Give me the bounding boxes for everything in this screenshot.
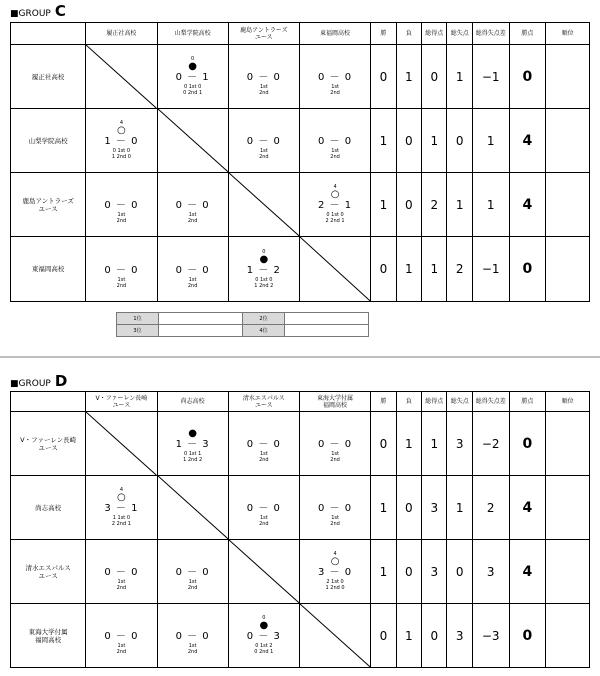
second-half-score: 2nd: [116, 282, 127, 289]
row-team-name: [11, 45, 86, 109]
loss-mark-icon: ●: [188, 61, 197, 72]
column-team-header: [86, 392, 157, 412]
stat-header: 総失点: [447, 392, 472, 412]
match-score: 0 － 1: [175, 72, 210, 83]
second-half-score: 2nd: [259, 457, 269, 463]
table-row: [11, 109, 590, 173]
pk-score: 4: [119, 487, 123, 493]
match-cell: [86, 604, 157, 668]
column-team-header: [299, 23, 370, 45]
match-score: 3 － 0: [318, 567, 353, 578]
win-mark-icon: [158, 255, 228, 265]
stat-value: −2: [472, 412, 509, 476]
match-cell: [299, 173, 370, 237]
group-d-table: [10, 391, 590, 668]
second-half-score: 2nd: [259, 521, 269, 527]
stat-value: 0: [509, 45, 546, 109]
match-cell: [228, 476, 299, 540]
second-half-score: 2nd: [187, 649, 198, 655]
table-row: [11, 540, 590, 604]
stat-value: 3: [422, 540, 447, 604]
row-team-name: [11, 604, 86, 668]
match-cell: [299, 540, 370, 604]
table-row: [11, 412, 590, 476]
win-mark-icon: [86, 255, 156, 265]
column-team-header: [157, 23, 228, 45]
stat-value: −1: [472, 237, 509, 302]
diagonal-cell: [228, 173, 299, 237]
stat-value: 0: [396, 173, 421, 237]
name-line: 東福岡高校: [31, 265, 65, 273]
diagonal-cell: [299, 604, 370, 668]
stat-value: 1: [447, 173, 472, 237]
second-half-score: 2nd: [330, 457, 340, 463]
table-row: [11, 237, 590, 302]
first-half-score: 2 1st 0: [326, 579, 344, 585]
stat-value: 1: [472, 173, 509, 237]
pk-score: 0: [262, 248, 266, 255]
diagonal-cell: [157, 476, 228, 540]
stat-value: 0: [371, 237, 396, 302]
second-half-score: 2 2nd 1: [325, 218, 345, 224]
name-line: 山梨学院高校: [174, 30, 211, 37]
name-line: V・ファーレン長崎: [95, 394, 148, 402]
first-half-score: 1st: [259, 148, 268, 154]
name-line: ユース: [38, 571, 58, 580]
table-row: [11, 604, 590, 668]
column-team-header: [228, 392, 299, 412]
name-line: ユース: [254, 33, 273, 41]
match-score: 0 － 0: [246, 72, 281, 83]
diagonal-slash: [300, 237, 370, 301]
second-half-score: 0 2nd 1: [254, 649, 274, 655]
group-c-prefix: ■GROUP: [10, 9, 51, 19]
first-half-score: 1st: [188, 643, 197, 649]
first-half-score: 1 1st 0: [112, 515, 131, 521]
match-score: 0 － 0: [318, 136, 353, 147]
stat-value: 0: [371, 604, 396, 668]
diagonal-slash: [158, 109, 228, 172]
stat-header: 総得失点差: [472, 23, 509, 45]
stat-value: 0: [509, 412, 546, 476]
stat-value: [546, 412, 590, 476]
name-line: 東福岡高校: [320, 30, 351, 37]
first-half-score: 1st: [259, 84, 268, 90]
first-half-score: 1st: [331, 148, 339, 154]
win-mark-icon: [158, 557, 228, 567]
match-score: 0 － 0: [318, 503, 353, 514]
match-cell: [86, 173, 157, 237]
match-score: 0 － 0: [104, 567, 139, 578]
diagonal-slash: [300, 604, 370, 667]
stat-value: 4: [509, 109, 546, 173]
match-score: 0 － 0: [104, 631, 139, 642]
stat-header: 総失点: [447, 23, 472, 45]
stat-value: [546, 109, 590, 173]
second-half-score: 2nd: [116, 649, 127, 655]
name-line: 山梨学院高校: [28, 136, 68, 145]
stat-header: 総得点: [422, 23, 447, 45]
second-half-score: 1 2nd 2: [254, 282, 274, 289]
stat-value: 1: [422, 109, 447, 173]
group-d-prefix: ■GROUP: [10, 379, 51, 389]
match-score: 0 － 0: [246, 503, 281, 514]
name-line: 福岡高校: [35, 635, 62, 644]
match-score: 0 － 0: [318, 72, 353, 83]
rank-value: [285, 313, 369, 325]
stat-value: 1: [371, 109, 396, 173]
stat-value: 1: [422, 237, 447, 302]
row-team-name: [11, 412, 86, 476]
win-mark-icon: [229, 62, 299, 72]
stat-value: 1: [396, 412, 421, 476]
pk-score: 0: [262, 615, 266, 621]
rank-value: [285, 325, 369, 337]
match-cell: [86, 237, 157, 302]
diagonal-slash: [229, 173, 299, 236]
stat-value: 1: [447, 476, 472, 540]
win-mark-icon: [229, 493, 299, 503]
group-d-letter: D: [54, 372, 68, 390]
stat-value: 0: [371, 412, 396, 476]
win-mark-icon: [300, 62, 370, 72]
diagonal-slash: [86, 45, 156, 108]
rank-row: [117, 325, 369, 337]
stat-header: 総得点: [422, 392, 447, 412]
loss-mark-icon: ●: [188, 428, 197, 439]
win-mark-icon: ○: [117, 125, 126, 136]
second-half-score: 2nd: [187, 282, 198, 289]
match-score: 1 － 0: [104, 136, 139, 147]
group-c-table: [10, 22, 590, 302]
stat-header: 勝点: [509, 23, 546, 45]
rank-row: [117, 313, 369, 325]
stat-header: 総得失点差: [472, 392, 509, 412]
table-row: [11, 476, 590, 540]
match-score: 0 － 0: [104, 264, 139, 276]
pk-score: 0: [191, 56, 195, 62]
stat-value: −3: [472, 604, 509, 668]
stat-value: [546, 476, 590, 540]
stat-value: 0: [509, 237, 546, 302]
match-score: 1 － 3: [175, 439, 210, 450]
diagonal-cell: [86, 45, 157, 109]
first-half-score: 1st: [331, 515, 339, 521]
match-cell: [157, 540, 228, 604]
first-half-score: 0 1st 0: [255, 276, 273, 283]
match-score: 0 － 0: [175, 264, 210, 276]
group-d-heading: [10, 372, 67, 390]
stat-value: 0: [422, 604, 447, 668]
group-c-letter: C: [54, 2, 66, 20]
rank-value: [159, 313, 243, 325]
row-team-name: [11, 476, 86, 540]
stat-value: 1: [396, 45, 421, 109]
stat-value: 3: [447, 604, 472, 668]
stat-value: 1: [472, 109, 509, 173]
rank-label: 1位: [117, 313, 159, 325]
row-team-name: [11, 109, 86, 173]
diagonal-cell: [86, 412, 157, 476]
stat-value: 3: [472, 540, 509, 604]
loss-mark-icon: ●: [259, 253, 269, 265]
group-c-rank-table: [116, 312, 369, 337]
corner-cell: [11, 392, 86, 412]
first-half-score: 0 1st 1: [183, 451, 202, 457]
win-mark-icon: [229, 126, 299, 136]
table-row: [11, 45, 590, 109]
match-cell: [228, 237, 299, 302]
stat-value: 0: [447, 109, 472, 173]
second-half-score: 1 2nd 0: [325, 585, 345, 591]
stat-value: 0: [396, 109, 421, 173]
rank-value: [159, 325, 243, 337]
section-divider: [0, 356, 600, 358]
win-mark-icon: [158, 190, 228, 200]
match-score: 2 － 1: [318, 200, 353, 211]
first-half-score: 1st: [331, 451, 339, 457]
stat-value: 0: [396, 540, 421, 604]
stat-value: 1: [371, 540, 396, 604]
stat-value: 0: [422, 45, 447, 109]
group-c-heading: [10, 2, 66, 20]
first-half-score: 1st: [117, 276, 126, 283]
header-row: [11, 23, 590, 45]
match-score: 0 － 0: [246, 136, 281, 147]
second-half-score: 2nd: [116, 585, 127, 591]
win-mark-icon: ○: [117, 492, 126, 503]
first-half-score: 1st: [331, 84, 339, 90]
row-team-name: [11, 173, 86, 237]
match-cell: [86, 540, 157, 604]
stat-header: 順位: [546, 23, 590, 45]
match-score: 0 － 0: [175, 631, 210, 642]
win-mark-icon: [86, 190, 156, 200]
match-cell: [157, 412, 228, 476]
match-cell: [157, 173, 228, 237]
rank-label: 2位: [243, 313, 285, 325]
stat-value: 1: [371, 476, 396, 540]
match-cell: [228, 109, 299, 173]
first-half-score: 1st: [259, 451, 268, 457]
stat-value: 0: [396, 476, 421, 540]
match-cell: [299, 45, 370, 109]
column-team-header: [157, 392, 228, 412]
second-half-score: 1 2nd 2: [183, 457, 203, 463]
name-line: 鹿島アントラーズ: [22, 196, 74, 205]
match-cell: [157, 237, 228, 302]
match-cell: [299, 109, 370, 173]
stat-value: [546, 540, 590, 604]
diagonal-cell: [228, 540, 299, 604]
diagonal-cell: [299, 237, 370, 302]
match-score: 0 － 0: [175, 567, 210, 578]
name-line: 清水エスパルス: [242, 394, 285, 402]
win-mark-icon: [229, 429, 299, 439]
name-line: 東海大学付属: [317, 394, 354, 402]
stat-value: [546, 173, 590, 237]
first-half-score: 1st: [259, 515, 268, 521]
row-team-name: [11, 540, 86, 604]
first-half-score: 0 1st 0: [183, 84, 202, 90]
stat-header: 勝: [371, 23, 396, 45]
name-line: 福岡高校: [323, 401, 348, 409]
stat-value: 1: [396, 237, 421, 302]
name-line: V・ファーレン長崎: [20, 435, 77, 444]
second-half-score: 0 2nd 1: [183, 90, 203, 96]
name-line: 尚志高校: [35, 503, 62, 512]
stat-value: 2: [447, 237, 472, 302]
corner-cell: [11, 23, 86, 45]
stat-value: 4: [509, 540, 546, 604]
match-score: 0 － 3: [246, 631, 281, 642]
second-half-score: 2nd: [187, 218, 198, 224]
win-mark-icon: [300, 429, 370, 439]
pk-score: 4: [333, 551, 337, 557]
stat-header: 順位: [546, 392, 590, 412]
stat-header: 負: [396, 392, 421, 412]
first-half-score: 1st: [117, 643, 126, 649]
stat-value: 0: [447, 540, 472, 604]
match-score: 0 － 0: [104, 200, 139, 211]
match-score: 0 － 0: [318, 439, 353, 450]
diagonal-slash: [86, 412, 156, 475]
first-half-score: 0 1st 0: [326, 212, 344, 218]
diagonal-slash: [158, 476, 228, 539]
match-cell: [157, 604, 228, 668]
match-cell: [228, 604, 299, 668]
rank-label: 3位: [117, 325, 159, 337]
name-line: ユース: [112, 401, 131, 409]
column-team-header: [228, 23, 299, 45]
first-half-score: 0 1st 0: [112, 148, 131, 154]
second-half-score: 2 2nd 1: [111, 521, 131, 527]
match-cell: [299, 476, 370, 540]
match-cell: [228, 412, 299, 476]
match-cell: [157, 45, 228, 109]
first-half-score: 0 1st 2: [255, 643, 273, 649]
win-mark-icon: [300, 126, 370, 136]
second-half-score: 2nd: [330, 521, 340, 527]
stat-value: 1: [447, 45, 472, 109]
diagonal-cell: [157, 109, 228, 173]
match-cell: [228, 45, 299, 109]
stat-value: 4: [509, 476, 546, 540]
stat-value: 1: [396, 604, 421, 668]
first-half-score: 1st: [188, 276, 197, 283]
stat-header: 勝点: [509, 392, 546, 412]
first-half-score: 1st: [117, 579, 126, 585]
win-mark-icon: [158, 621, 228, 631]
win-mark-icon: [300, 493, 370, 503]
name-line: ユース: [38, 443, 58, 452]
stat-value: 1: [422, 412, 447, 476]
column-team-header: [299, 392, 370, 412]
rank-label: 4位: [243, 325, 285, 337]
diagonal-slash: [229, 540, 299, 603]
match-score: 0 － 0: [175, 200, 210, 211]
second-half-score: 2nd: [259, 90, 269, 96]
name-line: ユース: [38, 204, 58, 213]
stat-value: −1: [472, 45, 509, 109]
stat-value: [546, 45, 590, 109]
win-mark-icon: [86, 621, 156, 631]
second-half-score: 2nd: [187, 585, 198, 591]
table-row: [11, 173, 590, 237]
win-mark-icon: ○: [330, 189, 340, 200]
pk-score: 4: [333, 184, 337, 190]
stat-value: 2: [472, 476, 509, 540]
win-mark-icon: ○: [330, 556, 340, 567]
stat-value: 3: [422, 476, 447, 540]
name-line: ユース: [254, 401, 273, 409]
first-half-score: 1st: [117, 212, 126, 218]
row-team-name: [11, 237, 86, 302]
loss-mark-icon: ●: [259, 620, 269, 631]
name-line: 東海大学付属: [28, 627, 68, 636]
name-line: 履正社高校: [31, 72, 65, 81]
stat-value: [546, 604, 590, 668]
stat-value: 4: [509, 173, 546, 237]
stat-header: 勝: [371, 392, 396, 412]
match-score: 1 － 2: [246, 264, 281, 276]
second-half-score: 2nd: [330, 90, 340, 96]
second-half-score: 2nd: [330, 154, 340, 160]
column-team-header: [86, 23, 157, 45]
match-score: 3 － 1: [104, 503, 139, 514]
win-mark-icon: [86, 557, 156, 567]
stat-value: 0: [509, 604, 546, 668]
second-half-score: 2nd: [116, 218, 127, 224]
match-cell: [86, 109, 157, 173]
name-line: 清水エスパルス: [25, 563, 71, 572]
pk-score: 4: [119, 120, 123, 126]
match-cell: [86, 476, 157, 540]
stat-value: [546, 237, 590, 302]
first-half-score: 1st: [188, 579, 197, 585]
match-cell: [299, 412, 370, 476]
stat-header: 負: [396, 23, 421, 45]
name-line: 履正社高校: [106, 30, 137, 37]
second-half-score: 1 2nd 0: [111, 154, 131, 160]
header-row: [11, 392, 590, 412]
match-score: 0 － 0: [246, 439, 281, 450]
stat-value: 0: [371, 45, 396, 109]
stat-value: 3: [447, 412, 472, 476]
stat-value: 2: [422, 173, 447, 237]
first-half-score: 1st: [188, 212, 197, 218]
stat-value: 1: [371, 173, 396, 237]
name-line: 尚志高校: [180, 398, 205, 405]
second-half-score: 2nd: [259, 154, 269, 160]
name-line: 鹿島アントラーズ: [240, 26, 288, 34]
